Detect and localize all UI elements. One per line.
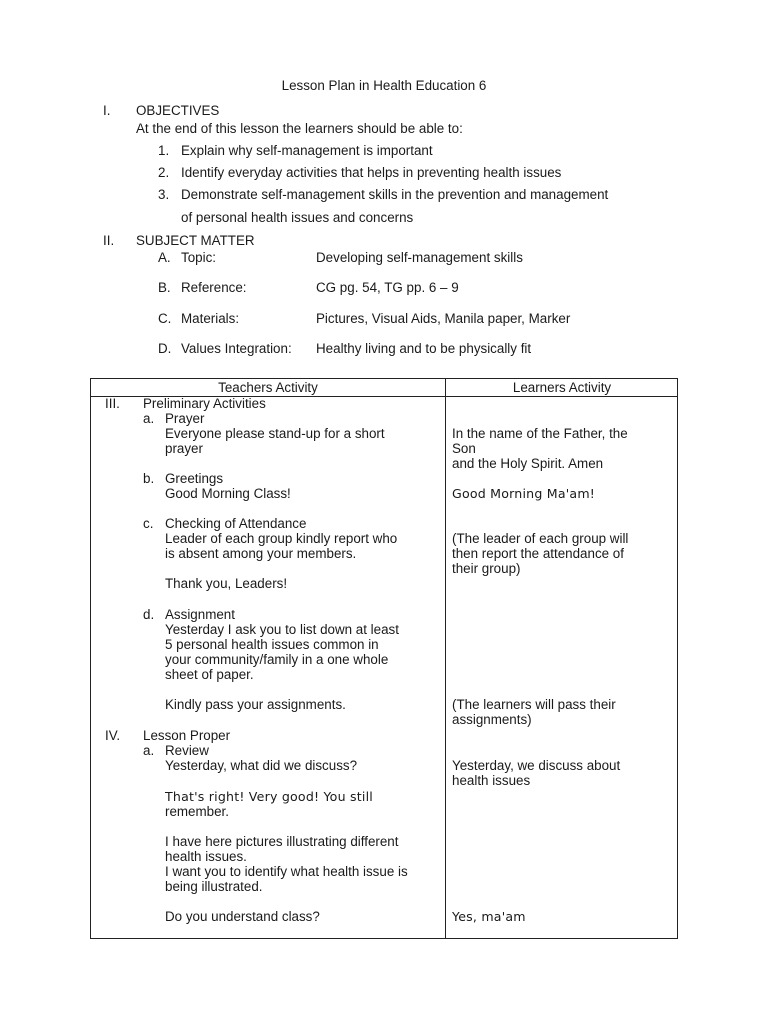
activity-heading: Prayer [165,411,205,426]
subject-label: Materials: [181,311,240,326]
learner-line: Yesterday, we discuss about [452,758,621,773]
objective-item-continued: of personal health issues and concerns [181,210,414,225]
activity-letter: c. [143,516,154,531]
section-heading: Lesson Proper [143,728,231,743]
section-heading: Preliminary Activities [143,396,266,411]
learner-line: (The leader of each group will [452,531,629,546]
activity-heading: Assignment [165,607,235,622]
subject-letter: B. [158,280,171,295]
activity-letter: a. [143,743,155,758]
teacher-line: Kindly pass your assignments. [165,697,346,712]
subject-value: Pictures, Visual Aids, Manila paper, Marker [316,311,571,326]
objectives-heading: OBJECTIVES [136,103,220,118]
teacher-line: Yesterday I ask you to list down at least [165,622,399,637]
teacher-line: 5 personal health issues common in [165,637,379,652]
teacher-line: Leader of each group kindly report who [165,531,398,546]
activity-letter: d. [143,607,155,622]
subject-letter: A. [158,250,171,265]
teacher-line: Everyone please stand-up for a short [165,426,385,441]
activity-heading: Greetings [165,471,224,486]
teacher-line: Thank you, Leaders! [165,576,288,591]
learner-line: assignments) [452,712,532,727]
subject-value: Developing self-management skills [316,250,523,265]
objective-number: 1. [158,143,170,158]
teacher-line: Yesterday, what did we discuss? [165,758,358,773]
teacher-line: remember. [165,804,229,819]
activity-letter: a. [143,411,155,426]
subject-label: Reference: [181,280,247,295]
activity-letter: b. [143,471,155,486]
table-column-divider [445,379,446,938]
objective-item: Demonstrate self-management skills in the prevention and management [181,187,609,202]
learner-line: In the name of the Father, the [452,426,628,441]
teacher-line: I have here pictures illustrating different [165,834,399,849]
learner-line: then report the attendance of [452,546,624,561]
subject-matter-numeral: II. [103,233,115,248]
subject-value: CG pg. 54, TG pp. 6 – 9 [316,280,459,295]
objective-number: 2. [158,165,170,180]
subject-letter: D. [158,341,172,356]
learner-line: Yes, ma'am [452,909,526,924]
teacher-line: is absent among your members. [165,546,357,561]
teacher-line: sheet of paper. [165,667,254,682]
learners-activity-header: Learners Activity [512,380,612,395]
learner-line: Good Morning Ma'am! [452,486,596,501]
activity-heading: Checking of Attendance [165,516,307,531]
objective-item: Explain why self-management is important [181,143,433,158]
objective-number: 3. [158,187,170,202]
subject-letter: C. [158,311,172,326]
objectives-numeral: I. [103,103,111,118]
section-numeral: IV. [105,728,121,743]
subject-value: Healthy living and to be physically fit [316,341,532,356]
teachers-activity-header: Teachers Activity [218,380,318,395]
activity-heading: Review [165,743,209,758]
learner-line: Son [452,441,476,456]
teacher-line: Good Morning Class! [165,486,291,501]
teacher-line: That's right! Very good! You still [165,789,373,804]
page-title: Lesson Plan in Health Education 6 [281,78,487,93]
learner-line: health issues [452,773,531,788]
objective-item: Identify everyday activities that helps in preventing health issues [181,165,562,180]
learner-line: their group) [452,561,521,576]
teacher-line: your community/family in a one whole [165,652,389,667]
learner-line: (The learners will pass their [452,697,616,712]
subject-matter-heading: SUBJECT MATTER [136,233,255,248]
subject-label: Values Integration: [181,341,292,356]
teacher-line: I want you to identify what health issue is [165,864,408,879]
teacher-line: Do you understand class? [165,909,320,924]
learner-line: and the Holy Spirit. Amen [452,456,604,471]
objectives-intro: At the end of this lesson the learners should be able to: [136,121,463,136]
activity-table [90,378,678,939]
teacher-line: being illustrated. [165,879,263,894]
section-numeral: III. [105,396,120,411]
subject-label: Topic: [181,250,216,265]
teacher-line: prayer [165,441,203,456]
teacher-line: health issues. [165,849,247,864]
